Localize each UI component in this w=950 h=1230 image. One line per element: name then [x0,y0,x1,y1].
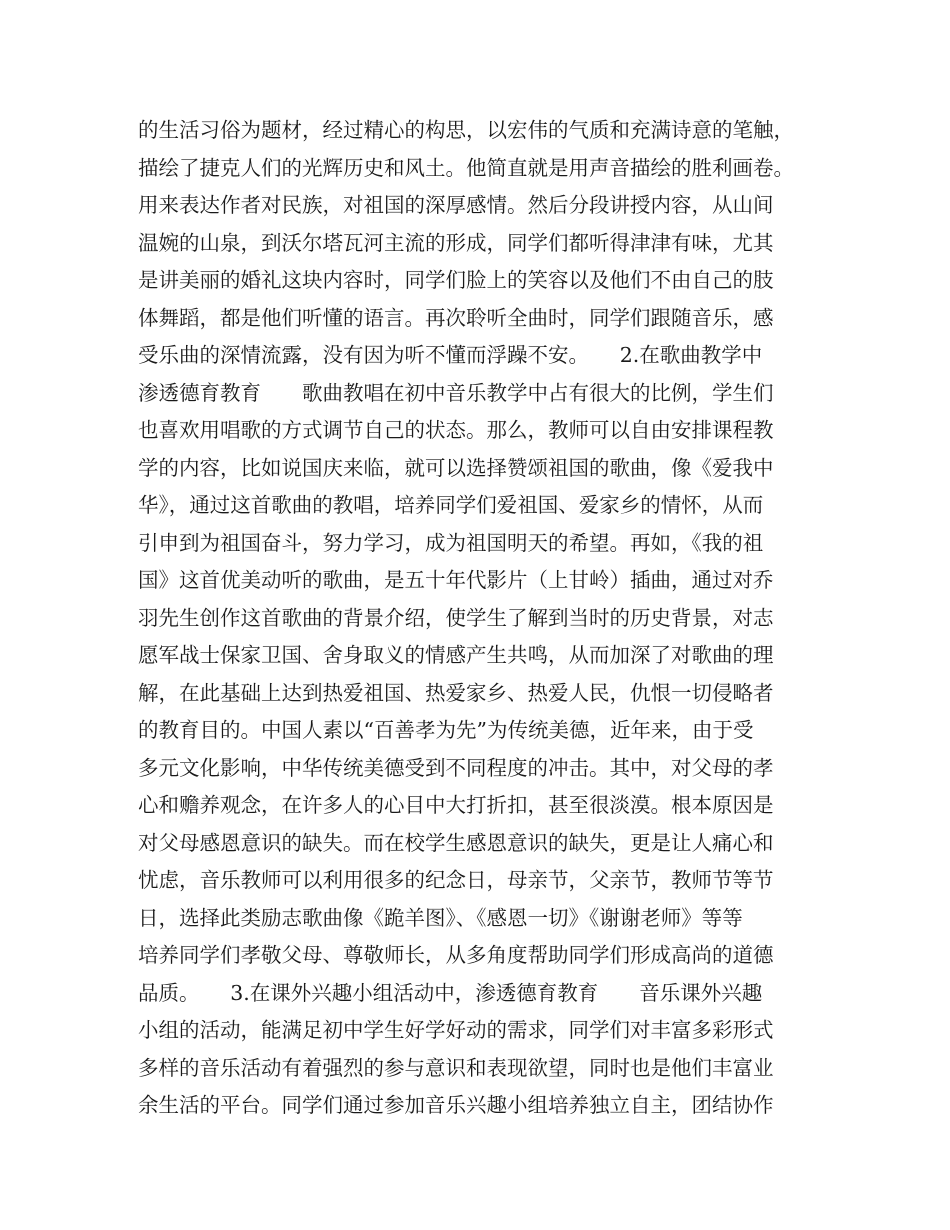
text-line: 描绘了捷克人们的光辉历史和风土。他简直就是用声音描绘的胜利画卷。 [138,155,794,180]
text-line: 多样的音乐活动有着强烈的参与意识和表现欲望，同时也是他们丰富业 [138,1055,774,1080]
text-line: 愿军战士保家卫国、舍身取义的情感产生共鸣，从而加深了对歌曲的理 [138,643,774,667]
text-line: 引申到为祖国奋斗，努力学习，成为祖国明天的希望。再如，《我的祖 [138,530,764,555]
text-line: 温婉的山泉，到沃尔塔瓦河主流的形成，同学们都听得津津有味，尤其 [138,230,774,255]
text-line: 余生活的平台。同学们通过参加音乐兴趣小组培养独立自主，团结协作 [138,1093,774,1117]
text-line: 的教育目的。中国人素以“百善孝为先”为传统美德，近年来，由于受 [138,718,754,742]
body-text [138,112,818,1125]
text-line: 用来表达作者对民族，对祖国的深厚感情。然后分段讲授内容，从山间 [138,193,774,217]
text-line: 华》，通过这首歌曲的教唱，培养同学们爱祖国、爱家乡的情怀，从而 [138,493,764,517]
text-line: 体舞蹈，都是他们听懂的语言。再次聆听全曲时，同学们跟随音乐，感 [138,305,774,330]
text-line: 心和赡养观念，在许多人的心目中大打折扣，甚至很淡漠。根本原因是 [138,793,774,817]
text-line: 羽先生创作这首歌曲的背景介绍，使学生了解到当时的历史背景，对志 [138,605,774,630]
text-line: 对父母感恩意识的缺失。而在校学生感恩意识的缺失，更是让人痛心和 [138,830,774,855]
text-line: 忧虑，音乐教师可以利用很多的纪念日，母亲节，父亲节，教师节等节 [138,868,774,892]
text-line: 也喜欢用唱歌的方式调节自己的状态。那么，教师可以自由安排课程教 [138,418,774,442]
text-line: 学的内容，比如说国庆来临，就可以选择赞颂祖国的歌曲，像《爱我中 [138,455,774,480]
text-line: 是讲美丽的婚礼这块内容时，同学们脸上的笑容以及他们不由自己的肢 [138,268,774,292]
text-line: 日，选择此类励志歌曲像《跪羊图》、《感恩一切》《谢谢老师》等等 [138,905,743,930]
text-line: 受乐曲的深情流露，没有因为听不懂而浮躁不安。 2.在歌曲教学中 [138,343,763,367]
text-line: 培养同学们孝敬父母、尊敬师长，从多角度帮助同学们形成高尚的道德 [138,943,774,967]
text-line: 小组的活动，能满足初中学生好学好动的需求，同学们对丰富多彩形式 [138,1018,774,1042]
text-line: 多元文化影响，中华传统美德受到不同程度的冲击。其中，对父母的孝 [138,755,774,780]
text-line: 渗透德育教育 歌曲教唱在初中音乐教学中占有很大的比例，学生们 [138,380,774,405]
text-line: 品质。 3.在课外兴趣小组活动中，渗透德育教育 音乐课外兴趣 [138,980,763,1005]
text-line: 的生活习俗为题材，经过精心的构思，以宏伟的气质和充满诗意的笔触， [138,118,794,142]
text-line: 解，在此基础上达到热爱祖国、热爱家乡、热爱人民，仇恨一切侵略者 [138,680,774,705]
text-line: 国》这首优美动听的歌曲，是五十年代影片（上甘岭）插曲，通过对乔 [138,568,774,592]
